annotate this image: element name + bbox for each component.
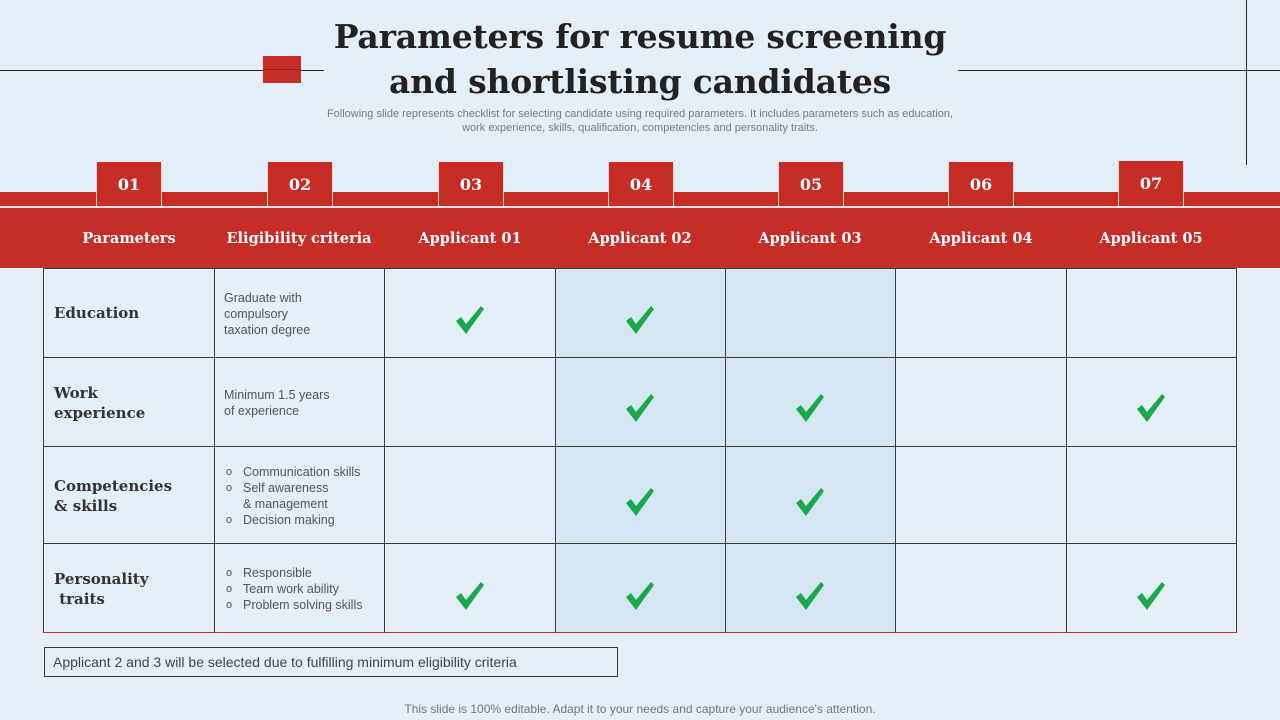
- decorative-vertical-line: [1246, 0, 1247, 165]
- page-subtitle: [280, 107, 1000, 135]
- criteria-education: Graduate with compulsory taxation degree: [224, 291, 311, 337]
- parameter-education: Education: [54, 304, 140, 322]
- header-applicant-01: Applicant 01: [418, 229, 522, 247]
- check-icon: [623, 485, 657, 519]
- number-tab-04: 04: [608, 162, 674, 206]
- list-item: o Problem solving skills: [224, 597, 384, 613]
- check-icon: [623, 579, 657, 613]
- check-icon: [623, 303, 657, 337]
- parameter-personality-traits: Personality traits: [54, 570, 149, 608]
- header-strip-divider: [0, 206, 1280, 207]
- subtitle-line-1: Following slide represents checklist for selecting candidate using required parameters. It includes parameters such as education,: [326, 108, 954, 120]
- number-tab-06: 06: [948, 162, 1014, 206]
- check-icon: [1134, 579, 1168, 613]
- check-icon: [793, 485, 827, 519]
- header-applicant-03: Applicant 03: [758, 229, 862, 247]
- number-tab-01: 01: [96, 162, 162, 206]
- number-tab-02: 02: [267, 162, 333, 206]
- check-icon: [453, 579, 487, 613]
- number-tab-05: 05: [778, 162, 844, 206]
- header-parameters: Parameters: [82, 229, 176, 247]
- list-item: o Self awareness: [224, 480, 384, 496]
- list-item: & management: [243, 497, 328, 511]
- check-icon: [623, 391, 657, 425]
- header-eligibility-criteria: Eligibility criteria: [226, 229, 372, 247]
- selection-note: Applicant 2 and 3 will be selected due to fulfilling minimum eligibility criteria: [44, 647, 618, 677]
- criteria-personality-traits: [224, 565, 384, 613]
- list-item: o Team work ability: [224, 581, 384, 597]
- footer-text: This slide is 100% editable. Adapt it to your needs and capture your audience's attention.: [404, 702, 876, 716]
- page-title: Parameters for resume screening and shortlisting candidates: [333, 17, 947, 101]
- header-applicant-02: Applicant 02: [588, 229, 692, 247]
- check-icon: [453, 303, 487, 337]
- table-divider: [895, 268, 896, 633]
- table-divider: [384, 268, 385, 633]
- check-icon: [1134, 391, 1168, 425]
- table-divider: [214, 268, 215, 633]
- criteria-work-experience: Minimum 1.5 years of experience: [224, 388, 330, 418]
- check-icon: [793, 579, 827, 613]
- parameter-work-experience: Work experience: [54, 384, 146, 422]
- number-tab-07: 07: [1118, 161, 1184, 206]
- list-item: o Decision making: [224, 512, 384, 528]
- header-applicant-04: Applicant 04: [929, 229, 1033, 247]
- criteria-competencies-skills: [224, 464, 384, 528]
- list-item: o Communication skills: [224, 464, 384, 480]
- check-icon: [793, 391, 827, 425]
- list-item: o Responsible: [224, 565, 384, 581]
- decorative-line-right: [958, 70, 1280, 71]
- table-divider: [725, 268, 726, 633]
- table-divider: [43, 446, 1237, 447]
- table-divider: [43, 357, 1237, 358]
- number-tab-03: 03: [438, 162, 504, 206]
- parameter-competencies-skills: Competencies & skills: [54, 477, 173, 515]
- decorative-red-square: [263, 56, 301, 83]
- table-divider: [555, 268, 556, 633]
- subtitle-line-2: work experience, skills, qualification, competencies and personality traits.: [462, 122, 818, 134]
- table-divider: [43, 543, 1237, 544]
- table-divider: [1066, 268, 1067, 633]
- header-applicant-05: Applicant 05: [1099, 229, 1203, 247]
